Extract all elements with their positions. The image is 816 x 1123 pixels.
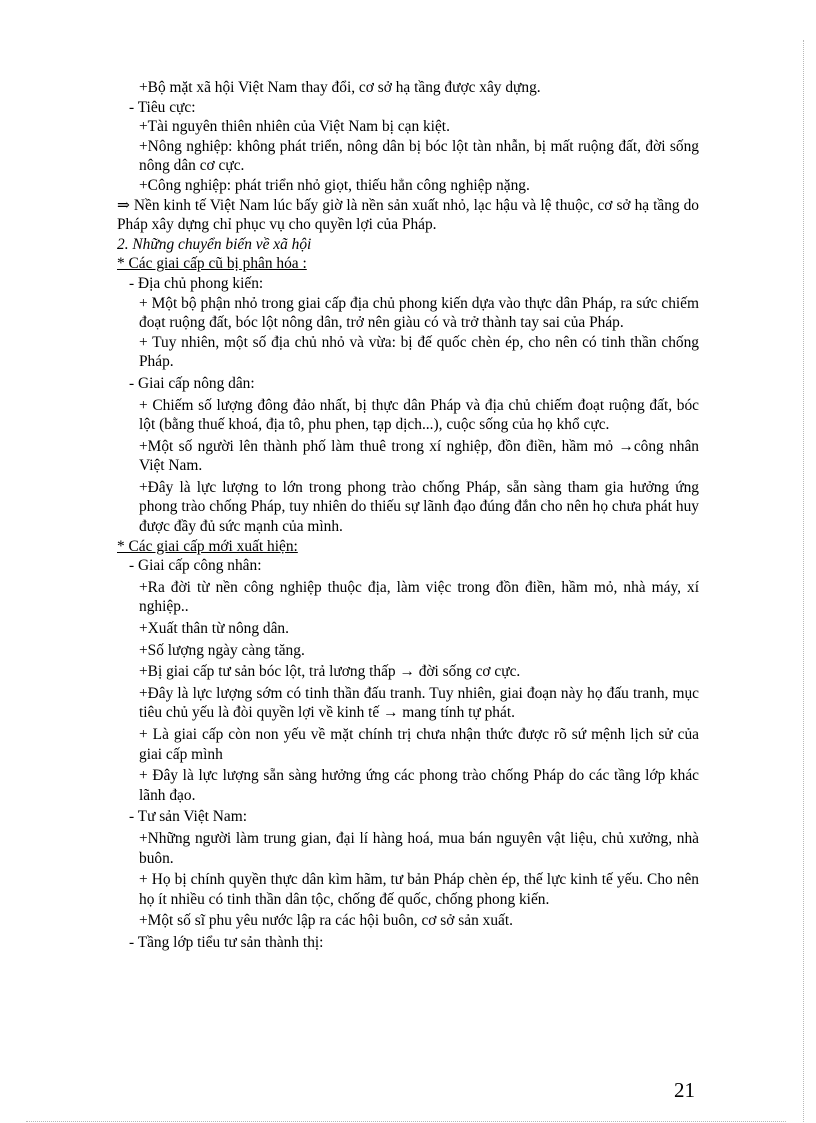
text-line: - Giai cấp nông dân: [129, 374, 255, 392]
page-number: 21 [674, 1078, 695, 1102]
text-line: +Tài nguyên thiên nhiên của Việt Nam bị cạn kiệt. [139, 118, 450, 136]
text-line: + Đây là lực lượng sẵn sàng hưởng ứng các phong trào chống Pháp do các tầng lớp khác lãnh đạo. [139, 767, 699, 804]
text-line: + Chiếm số lượng đông đảo nhất, bị thực dân Pháp và địa chủ chiếm đoạt ruộng đất, bóc lột (bằng thuế khoá, địa tô, phu phen, tạp dịch...), cuộc sống của họ khổ cực. [139, 396, 699, 434]
text-line: - Tầng lớp tiểu tư sản thành thị: [129, 933, 324, 951]
text-line: + Là giai cấp còn non yếu về mặt chính trị chưa nhận thức được rõ sứ mệnh lịch sử của giai cấp mình [139, 726, 699, 763]
text-line: +Nông nghiệp: không phát triển, nông dân bị bóc lột tàn nhẫn, bị mất ruộng đất, đời sống nông dân cơ cực. [139, 137, 699, 175]
text-line: + Một bộ phận nhỏ trong giai cấp địa chủ phong kiến dựa vào thực dân Pháp, ra sức chiếm đoạt ruộng đất, bóc lột nông dân, trở nên giàu có và trở thành tay sai của Pháp. [139, 294, 699, 332]
subsection-heading: * Các giai cấp mới xuất hiện: [117, 537, 298, 555]
text-line: - Địa chủ phong kiến: [129, 274, 264, 292]
page-right-rule [803, 40, 804, 1122]
text-line: + Tuy nhiên, một số địa chủ nhỏ và vừa: bị đế quốc chèn ép, cho nên có tinh thần chống Pháp. [139, 333, 699, 371]
text-line: - Tiêu cực: [129, 98, 196, 116]
conclusion-paragraph: ⇒ Nền kinh tế Việt Nam lúc bấy giờ là nền sản xuất nhỏ, lạc hậu và lệ thuộc, cơ sở hạ tầng do Pháp xây dựng chỉ phục vụ cho quyền lợi của Pháp. [117, 196, 699, 234]
page-content [117, 78, 699, 953]
text-line: +Xuất thân từ nông dân. [139, 620, 289, 638]
text-line: +Một số người lên thành phố làm thuê trong xí nghiệp, đồn điền, hầm mỏ →công nhân Việt Nam. [139, 437, 699, 475]
text-line: - Giai cấp công nhân: [129, 557, 262, 575]
text-line: +Bộ mặt xã hội Việt Nam thay đổi, cơ sở hạ tầng được xây dựng. [139, 79, 541, 96]
text-line: +Một số sĩ phu yêu nước lập ra các hội buôn, cơ sở sản xuất. [139, 912, 513, 930]
text-line: +Công nghiệp: phát triển nhỏ giọt, thiếu hẳn công nghiệp nặng. [139, 176, 530, 194]
text-line: +Số lượng ngày càng tăng. [139, 641, 305, 659]
page-bottom-rule [26, 1121, 786, 1122]
text-line: +Đây là lực lượng to lớn trong phong trào chống Pháp, sẵn sàng tham gia hưởng ứng phong trào chống Pháp, tuy nhiên do thiếu sự lãnh đạo đúng đắn cho nên họ chưa phát huy được đầy đủ sức mạnh của mình. [139, 478, 699, 536]
text-line: +Những người làm trung gian, đại lí hàng hoá, mua bán nguyên vật liệu, chủ xưởng, nhà buôn. [139, 829, 699, 867]
section-heading: 2. Những chuyển biến về xã hội [117, 235, 312, 253]
text-line: +Ra đời từ nền công nghiệp thuộc địa, làm việc trong đồn điền, hầm mỏ, nhà máy, xí nghiệp.. [139, 578, 699, 616]
text-line: + Họ bị chính quyền thực dân kìm hãm, tư bản Pháp chèn ép, thế lực kinh tế yếu. Cho nên họ ít nhiều có tinh thần dân tộc, chống đế quốc, chống phong kiến. [139, 871, 699, 908]
text-line: - Tư sản Việt Nam: [129, 808, 247, 826]
text-line: +Đây là lực lượng sớm có tinh thần đấu tranh. Tuy nhiên, giai đoạn này họ đấu tranh, mục tiêu chủ yếu là đòi quyền lợi về kinh tế → mang tính tự phát. [139, 684, 699, 722]
text-line: +Bị giai cấp tư sản bóc lột, trả lương thấp → đời sống cơ cực. [139, 663, 521, 681]
subsection-heading: * Các giai cấp cũ bị phân hóa : [117, 255, 307, 273]
